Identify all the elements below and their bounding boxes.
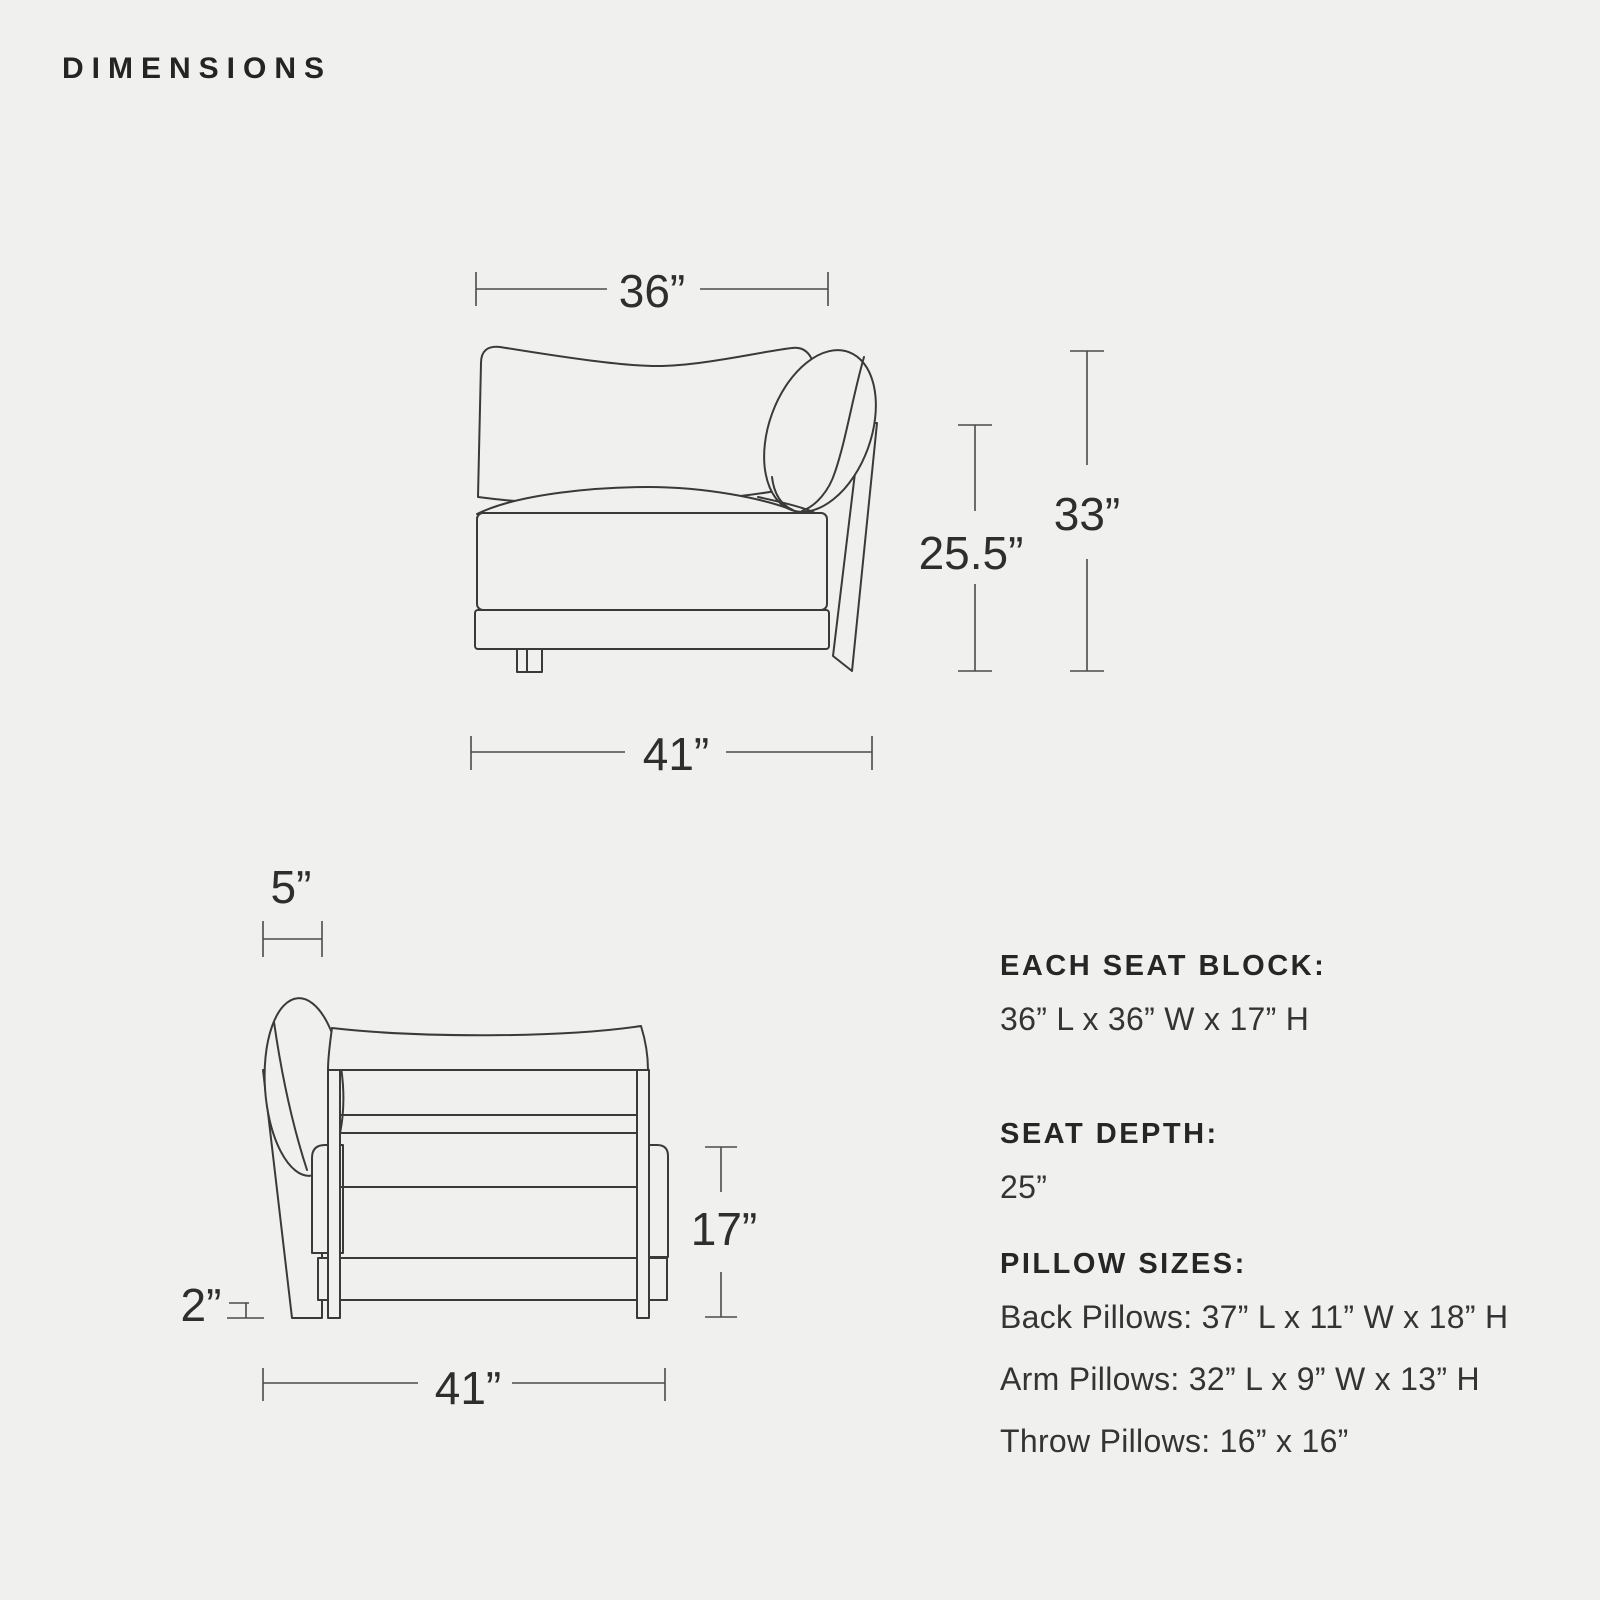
spec-arm-pillows-value: Arm Pillows: 32” L x 9” W x 13” H — [1000, 1361, 1480, 1397]
dim-label-overall-width-front: 41” — [642, 728, 710, 780]
front-leg — [517, 649, 542, 672]
page-title: DIMENSIONS — [62, 52, 333, 85]
right-post — [637, 1070, 649, 1318]
spec-pillow-sizes — [1000, 1248, 1540, 1485]
spec-seat-depth — [1000, 1118, 1540, 1231]
bottom-rail — [318, 1258, 667, 1300]
dim-label-overall-width-back: 41” — [434, 1362, 502, 1414]
dim-line-5 — [263, 921, 322, 957]
plinth — [475, 610, 829, 649]
seat-base — [477, 513, 827, 610]
spec-seat-block-value: 36” L x 36” W x 17” H — [1000, 1001, 1310, 1037]
dim-label-seat-block-height: 17” — [690, 1203, 758, 1255]
dim-label-back-pillow-depth: 5” — [270, 861, 312, 913]
dim-label-leg-height: 2” — [180, 1279, 222, 1331]
right-cushion-edge — [647, 1145, 668, 1257]
dim-label-overall-height: 33” — [1053, 488, 1121, 540]
spec-seat-depth-value: 25” — [1000, 1169, 1048, 1205]
spec-throw-pillows-value: Throw Pillows: 16” x 16” — [1000, 1423, 1349, 1459]
dim-label-seat-back-height: 25.5” — [918, 527, 1024, 579]
spec-seat-depth-heading: SEAT DEPTH: — [1000, 1118, 1219, 1150]
dim-label-top-width: 36” — [618, 265, 686, 317]
dim-line-2 — [227, 1303, 264, 1318]
spec-pillow-sizes-heading: PILLOW SIZES: — [1000, 1248, 1247, 1280]
left-post — [328, 1070, 340, 1318]
back-view-drawing — [259, 995, 668, 1318]
spec-seat-block-heading: EACH SEAT BLOCK: — [1000, 950, 1327, 982]
back-view-dimensions — [181, 861, 758, 1414]
front-view-drawing — [475, 335, 897, 672]
seat-top-back — [328, 1026, 648, 1070]
spec-seat-block — [1000, 950, 1540, 1063]
spec-back-pillows-value: Back Pillows: 37” L x 11” W x 18” H — [1000, 1299, 1509, 1335]
